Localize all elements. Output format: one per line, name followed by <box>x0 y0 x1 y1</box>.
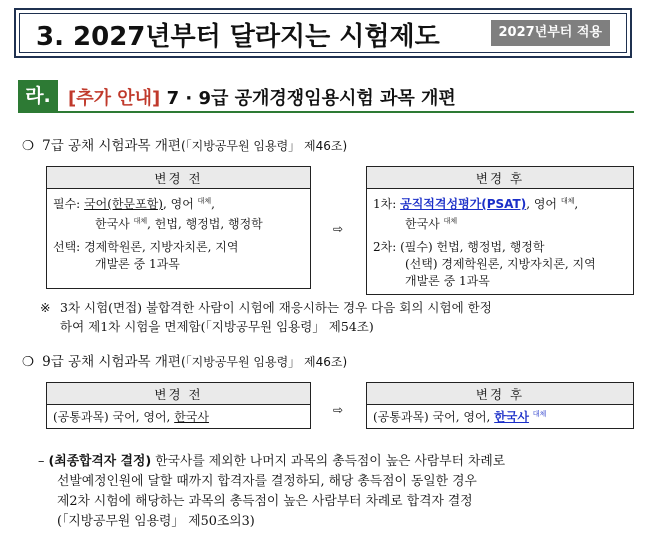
grade7-after-cell <box>367 189 634 295</box>
note-line2: 하여 제1차 시험을 면제함(「지방공무원 임용령」 제54조) <box>60 319 374 334</box>
note-line1: 3차 시험(면접) 불합격한 사람이 시험에 재응시하는 경우 다음 회의 시험에 한정 <box>60 300 492 315</box>
grade7-heading-text: 7급 공채 시험과목 개편 <box>42 138 181 154</box>
grade7-before-required-line1: 필수: 국어(한문포함), 영어 $^{대체}$, <box>53 197 215 211</box>
section-letter: 라. <box>18 80 58 113</box>
grade7-after-table <box>366 166 634 295</box>
grade7-before-elective-line2: 개발론 중 1과목 <box>95 257 180 271</box>
section-heading <box>18 80 634 113</box>
final-line3: 제2차 시험에 해당하는 과목의 총득점이 높은 사람부터 차례로 합격자 결정 <box>57 494 473 509</box>
note-mark: ※ <box>40 300 51 315</box>
grade7-after-round2-line2: (선택) 경제학원론, 지방자치론, 지역 <box>405 257 596 271</box>
final-line1: – (최종합격자 결정) 한국사를 제외한 나머지 과목의 총득점이 높은 사람부터 차례로 <box>38 454 506 469</box>
bullet-circle-icon: ❍ <box>22 138 35 154</box>
effective-year-badge: 2027년부터 적용 <box>491 20 611 46</box>
grade7-before-header: 변경 전 <box>47 167 311 189</box>
final-decision-paragraph <box>38 452 634 532</box>
grade7-after-round1-line2: 한국사 $^{대체}$ <box>405 217 458 231</box>
grade9-after-header: 변경 후 <box>367 383 634 405</box>
psat-highlight: 공직적격성평가(PSAT) <box>400 197 527 211</box>
grade7-after-round1-line1: 1차: 공직적격성평가(PSAT), 영어 $^{대체}$, <box>373 197 579 211</box>
grade9-after-table <box>366 382 634 429</box>
grade7-before-table <box>46 166 311 289</box>
korean-history-highlight: 한국사 <box>494 410 529 424</box>
grade9-heading-text: 9급 공채 시험과목 개편 <box>42 354 181 370</box>
grade9-before-table <box>46 382 311 429</box>
section-tag: [추가 안내] <box>68 88 161 109</box>
final-line2: 선발예정인원에 달할 때까지 합격자를 결정하되, 해당 총득점이 동일한 경우 <box>57 474 477 489</box>
section-title-text: 7 · 9급 공개경쟁임용시험 과목 개편 <box>166 88 456 109</box>
grade7-after-round2-line1: 2차: (필수) 헌법, 행정법, 행정학 <box>373 240 545 254</box>
grade9-heading-ref: (「지방공무원 임용령」 제46조) <box>180 355 348 369</box>
grade7-after-round2-line3: 개발론 중 1과목 <box>405 274 490 288</box>
exemption-note <box>40 298 635 336</box>
bullet-circle-icon: ❍ <box>22 354 35 370</box>
title-banner <box>14 8 632 58</box>
section-title <box>68 84 456 110</box>
grade7-heading-ref: (「지방공무원 임용령」 제46조) <box>180 139 348 153</box>
grade9-after-cell: (공통과목) 국어, 영어, 한국사 $^{대체}$ <box>367 405 634 429</box>
grade9-heading <box>22 350 347 370</box>
grade7-heading <box>22 134 347 154</box>
final-line4: (「지방공무원 임용령」 제50조의3) <box>57 514 255 529</box>
grade9-before-cell: (공통과목) 국어, 영어, 한국사 <box>47 405 311 429</box>
grade7-before-required-line2: 한국사 $^{대체}$, 헌법, 행정법, 행정학 <box>95 217 263 231</box>
section-underline <box>58 111 634 113</box>
arrow-right-icon: ⇨ <box>333 222 344 236</box>
grade9-before-header: 변경 전 <box>47 383 311 405</box>
grade7-before-cell <box>47 189 311 289</box>
grade7-before-elective-line1: 선택: 경제학원론, 지방자치론, 지역 <box>53 240 239 254</box>
grade7-after-header: 변경 후 <box>367 167 634 189</box>
arrow-right-icon: ⇨ <box>333 403 344 417</box>
page-title: 3. 2027년부터 달라지는 시험제도 <box>36 22 440 52</box>
